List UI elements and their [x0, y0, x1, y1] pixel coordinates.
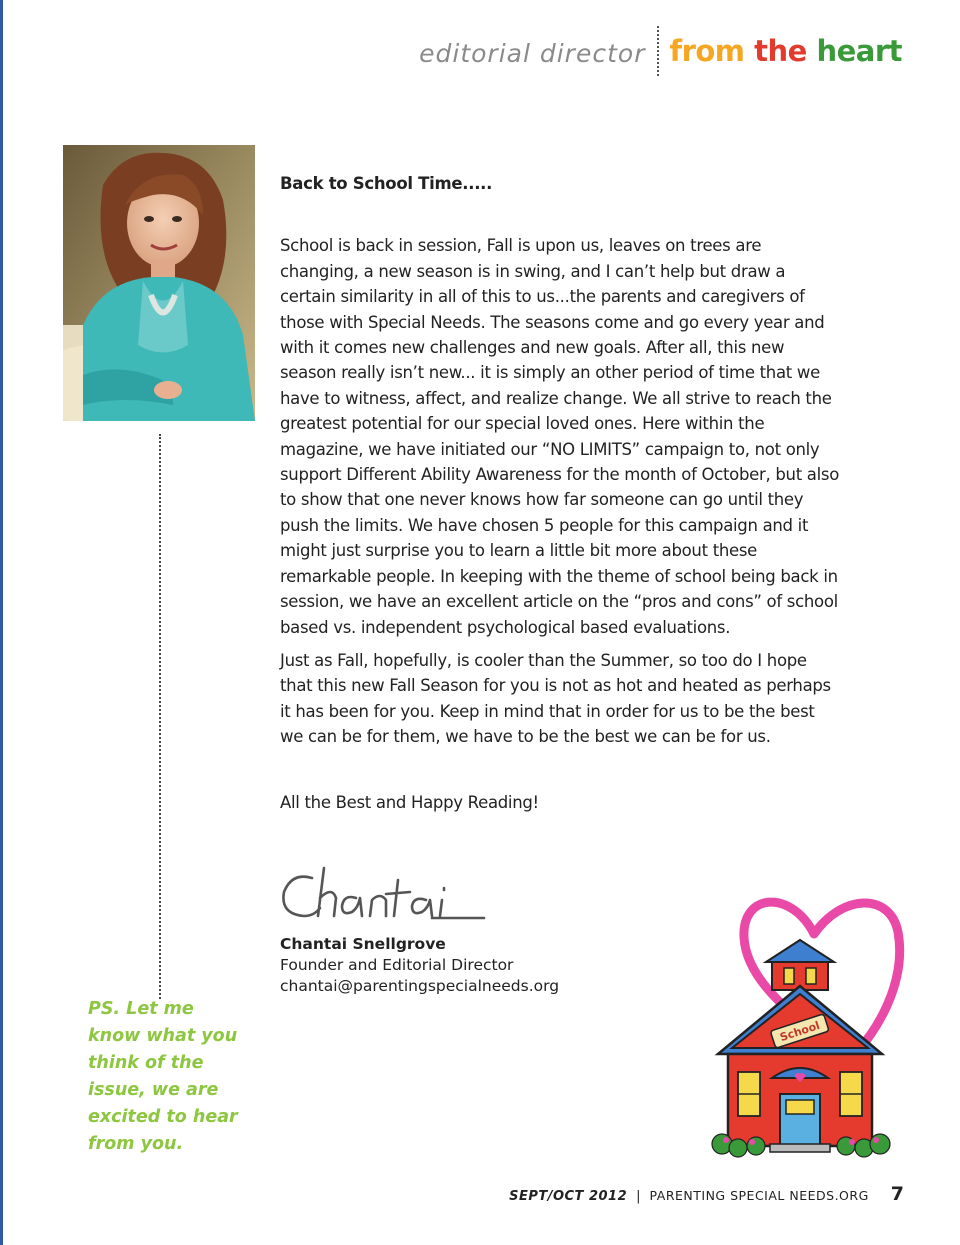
signature-block [280, 934, 559, 997]
schoolhouse-heart-icon [702, 882, 907, 1167]
signature-icon [278, 858, 498, 928]
letter-paragraph: Just as Fall, hopefully, is cooler than the Summer, so too do I hope that this new Fall Season for you is not as hot and heated as perhaps it has been for you. Keep in mind that in order for us to be the best we can be for them, we have to be the best we can be for us. [280, 650, 831, 747]
letter-paragraph: School is back in session, Fall is upon us, leaves on trees are changing, a new season is in swing, and I can’t help but draw a certain similarity in all of this to us...the parents and caregivers of those with Special Needs. The seasons come and go every year and with it comes new challenges and new goals. After all, this new season really isn’t new... it is simply an other period of time that we have to witness, affect, and realize change. We all strive to reach the greatest potential for our special loved ones. Here within the magazine, we have initiated our “NO LIMITS” campaign to, not only support Different Ability Awareness for the month of October, but also to show that one never knows how far someone can go until they push the limits. We have chosen 5 people for this campaign and it might just surprise you to learn a little bit more about these remarkable people. In keeping with the theme of school being back in session, we have an excellent article on the “pros and cons” of school based vs. independent psychological based evaluations. [280, 236, 839, 637]
page-header [419, 26, 902, 76]
school-sign-text: School [778, 1018, 822, 1045]
signer-email[interactable]: chantai@parentingspecialneeds.org [280, 977, 560, 995]
portrait-photo-icon [63, 145, 255, 421]
page-footer [509, 1183, 904, 1205]
schoolhouse-heart-illustration [702, 882, 907, 1167]
footer-separator: | [636, 1189, 641, 1204]
title-word-from: from [669, 34, 745, 68]
left-page-rule [0, 0, 3, 1245]
page-number: 7 [890, 1183, 904, 1205]
editorial-letter [280, 171, 840, 823]
title-word-the: the [754, 34, 807, 68]
ps-note: PS. Let me know what you think of the issue, we are excited to hear from you. [88, 999, 238, 1154]
portrait-photo [63, 145, 255, 421]
letter-heading: Back to School Time..... [280, 174, 493, 193]
title-word-heart: heart [816, 34, 902, 68]
handwritten-signature [278, 858, 498, 928]
issue-date: SEPT/OCT 2012 [509, 1189, 628, 1204]
section-label: editorial director [419, 38, 646, 68]
dotted-divider [159, 434, 161, 999]
header-title [669, 34, 902, 68]
letter-closing: All the Best and Happy Reading! [280, 792, 539, 812]
signature-text: Chantai [278, 858, 282, 859]
header-divider [657, 26, 659, 76]
footer-site: PARENTING SPECIAL NEEDS.ORG [649, 1188, 869, 1203]
signer-name: Chantai Snellgrove [280, 935, 446, 953]
signer-title: Founder and Editorial Director [280, 956, 514, 974]
